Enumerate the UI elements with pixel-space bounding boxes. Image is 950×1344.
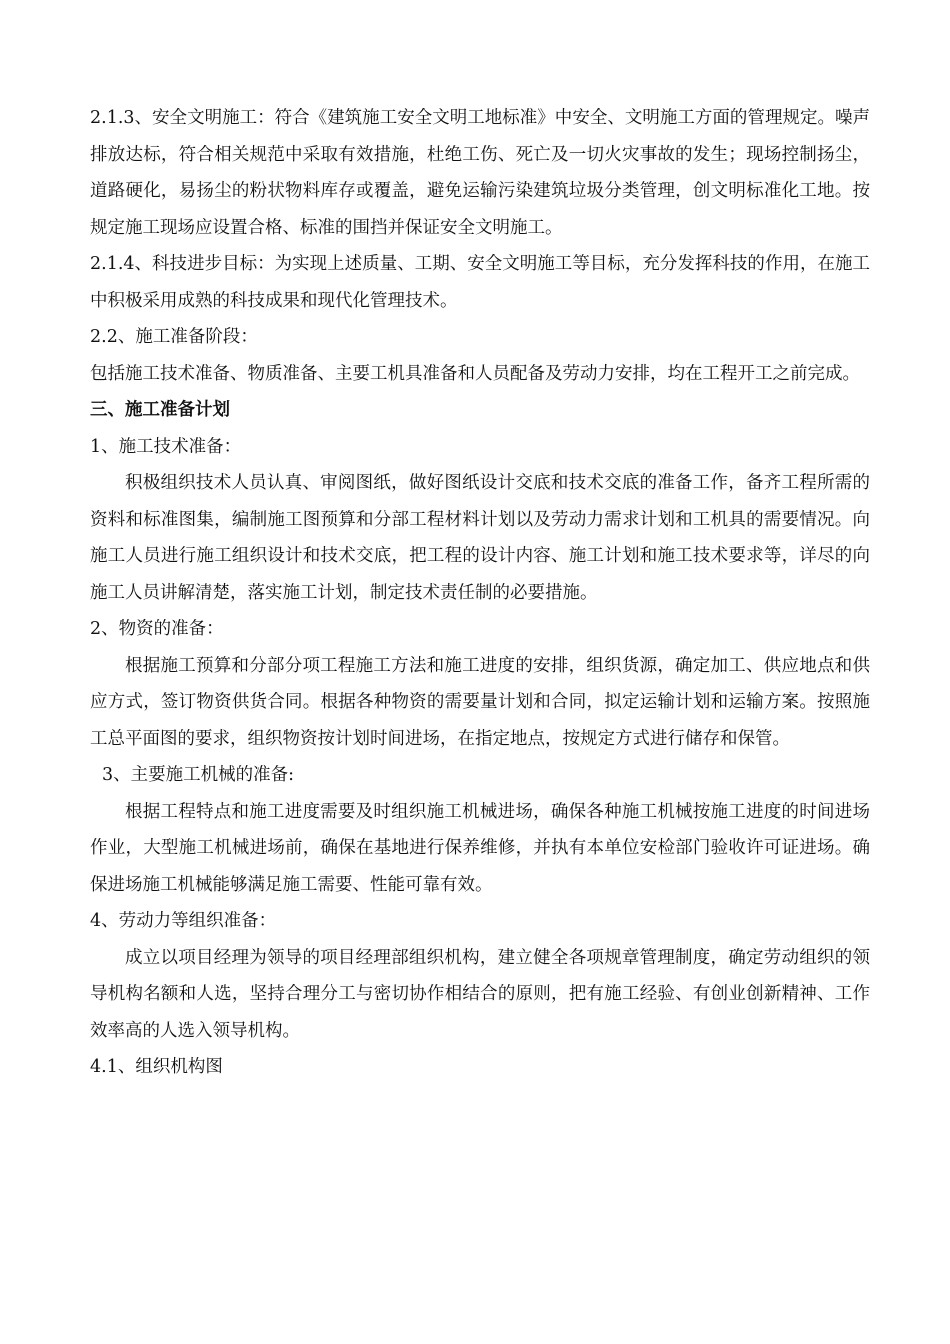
- heading-2-material-preparation: 2、物资的准备：: [90, 619, 224, 639]
- paragraph-2-1-3-safety: 2.1.3、安全文明施工：符合《建筑施工安全文明工地标准》中安全、文明施工方面的管理规定。噪声排放达标，符合相关规范中采取有效措施，杜绝工伤、死亡及一切火灾事故的发生；现场控制扬尘，道路硬化，易扬尘的粉状物料库存或覆盖，避免运输污染建筑垃圾分类管理，创文明标准化工地。按规定施工现场应设置合格、标准的围挡并保证安全文明施工。: [90, 108, 870, 238]
- heading-2-2-preparation-stage: 2.2、施工准备阶段：: [90, 327, 258, 347]
- section-heading-3-preparation-plan: 三、施工准备计划: [90, 400, 230, 420]
- document-body: [90, 100, 870, 1086]
- heading-4-labor-preparation: 4、劳动力等组织准备：: [90, 911, 277, 931]
- paragraph-labor-preparation: 成立以项目经理为领导的项目经理部组织机构，建立健全各项规章管理制度，确定劳动组织的领导机构名额和人选，坚持合理分工与密切协作相结合的原则，把有施工经验、有创业创新精神、工作效率高的人选入领导机构。: [90, 947, 870, 1041]
- paragraph-2-1-4-technology: 2.1.4、科技进步目标：为实现上述质量、工期、安全文明施工等目标，充分发挥科技的作用，在施工中积极采用成熟的科技成果和现代化管理技术。: [90, 254, 870, 311]
- paragraph-machinery-preparation: 根据工程特点和施工进度需要及时组织施工机械进场，确保各种施工机械按施工进度的时间进场作业，大型施工机械进场前，确保在基地进行保养维修，并执有本单位安检部门验收许可证进场。确保进场施工机械能够满足施工需要、性能可靠有效。: [90, 801, 870, 895]
- heading-1-technical-preparation: 1、施工技术准备：: [90, 436, 242, 457]
- heading-4-1-org-chart: 4.1、组织机构图: [90, 1057, 223, 1077]
- paragraph-material-preparation: 根据施工预算和分部分项工程施工方法和施工进度的安排，组织货源，确定加工、供应地点和供应方式，签订物资供货合同。根据各种物资的需要量计划和合同，拟定运输计划和运输方案。按照施工总平面图的要求，组织物资按计划时间进场，在指定地点，按规定方式进行储存和保管。: [90, 655, 870, 749]
- paragraph-technical-preparation: 积极组织技术人员认真、审阅图纸，做好图纸设计交底和技术交底的准备工作，备齐工程所需的资料和标准图集，编制施工图预算和分部工程材料计划以及劳动力需求计划和工机具的需要情况。向施工人员进行施工组织设计和技术交底，把工程的设计内容、施工计划和施工技术要求等，详尽的向施工人员讲解清楚，落实施工计划，制定技术责任制的必要措施。: [90, 473, 870, 603]
- heading-3-machinery-preparation: 3、主要施工机械的准备:: [102, 765, 295, 785]
- paragraph-preparation-scope: 包括施工技术准备、物质准备、主要工机具准备和人员配备及劳动力安排，均在工程开工之前完成。: [90, 363, 860, 384]
